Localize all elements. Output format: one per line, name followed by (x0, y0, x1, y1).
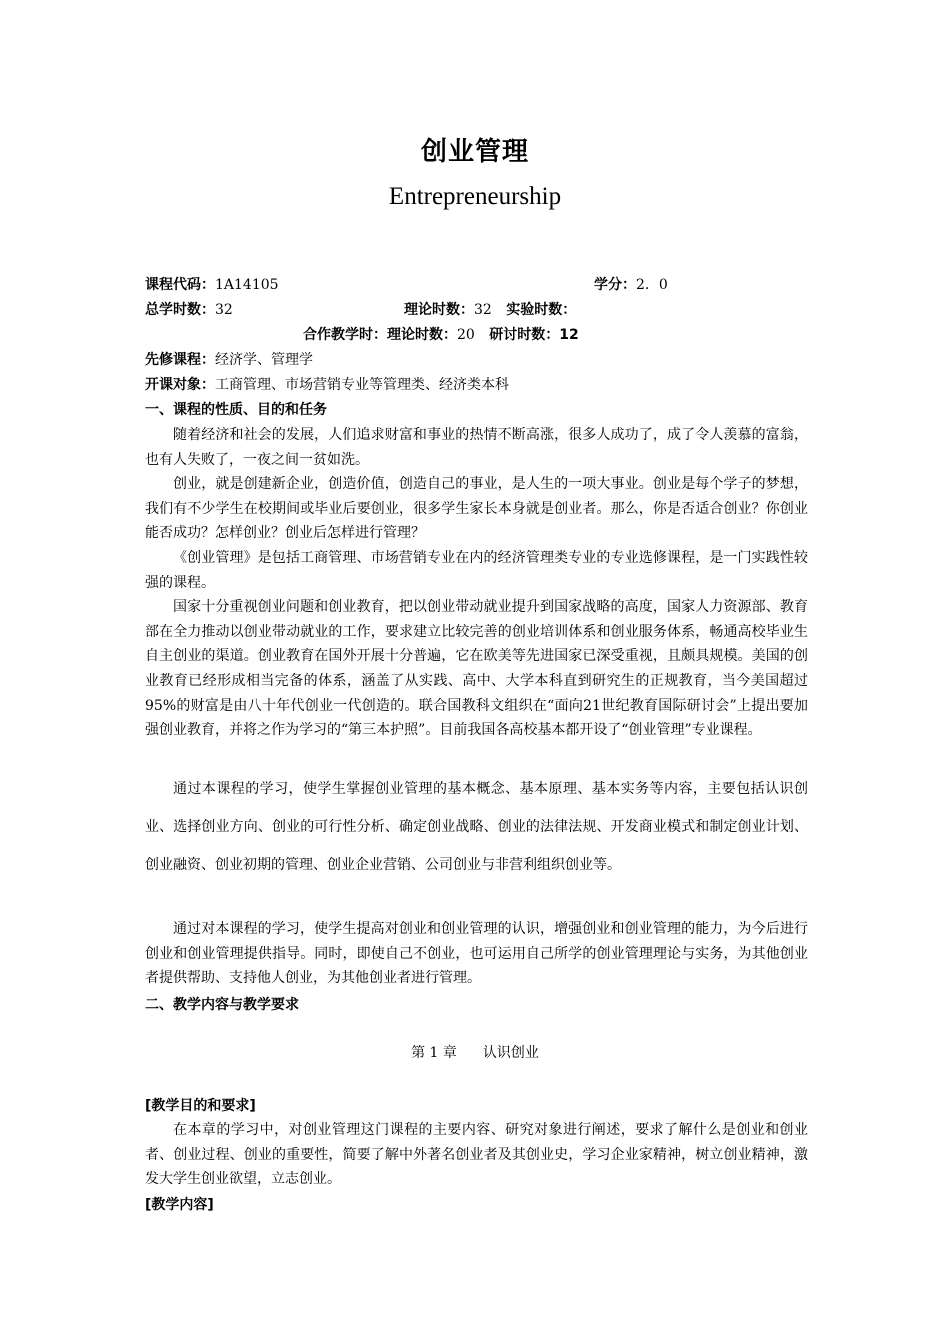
coop-theory-label: 理论时数： (387, 327, 457, 343)
paragraph: 在本章的学习中，对创业管理这门课程的主要内容、研究对象进行阐述，要求了解什么是创业和创业者、创业过程、创业的重要性，简要了解中外著名创业者及其创业史，学习企业家精神，树立创业精神，激发大学生创业欲望，立志创业。 (145, 1122, 808, 1188)
paragraph: 通过对本课程的学习，使学生提高对创业和创业管理的认识，增强创业和创业管理的能力，为今后进行创业和创业管理提供指导。同时，即使自己不创业，也可运用自己所学的创业管理理论与实务，为其他创业者提供帮助、支持他人创业，为其他创业者进行管理。 (145, 921, 808, 987)
seminar-value: 12 (559, 327, 579, 343)
credit-value: 2．0 (636, 277, 668, 293)
theory-lab-line (404, 298, 576, 323)
prereq-line (145, 348, 313, 373)
course-code-value: 1A14105 (215, 277, 279, 293)
paragraph: 国家十分重视创业问题和创业教育，把以创业带动就业提升到国家战略的高度，国家人力资源部、教育部在全力推动以创业带动就业的工作，要求建立比较完善的创业培训体系和创业服务体系，畅通高校毕业生自主创业的渠道。创业教育在国外开展十分普遍，它在欧美等先进国家已深受重视，且颇具规模。美国的创业教育已经形成相当完备的体系，涵盖了从实践、高中、大学本科直到研究生的正规教育，当今美国超过95%的财富是由八十年代创业一代创造的。联合国教科文组织在“面向21世纪教育国际研讨会”上提出要加强创业教育，并将之作为学习的“第三本护照”。目前我国各高校基本都开设了“创业管理”专业课程。 (145, 599, 808, 739)
course-code-line (145, 273, 279, 298)
goals-heading: [教学目的和要求] (145, 1098, 256, 1114)
section-2-heading: 二、教学内容与教学要求 (145, 997, 299, 1013)
paragraph: 随着经济和社会的发展，人们追求财富和事业的热情不断高涨，很多人成功了，成了令人羡慕的富翁，也有人失败了，一夜之间一贫如洗。 (145, 427, 808, 468)
prereq-value: 经济学、管理学 (215, 352, 313, 368)
chapter-number: 第 1 章 (411, 1045, 457, 1061)
total-hours-label: 总学时数： (145, 302, 215, 318)
coop-teaching-line (303, 323, 579, 348)
content-heading: [教学内容] (145, 1197, 214, 1213)
section-1-wide-block (145, 770, 808, 884)
coop-label: 合作教学时： (303, 327, 387, 343)
audience-label: 开课对象： (145, 377, 215, 393)
credit-line (594, 273, 668, 298)
paragraph: 创业，就是创建新企业，创造价值，创造自己的事业，是人生的一项大事业。创业是每个学子的梦想，我们有不少学生在校期间或毕业后要创业，很多学生家长本身就是创业者。那么，你是否适合创业？你创业能否成功？怎样创业？创业后怎样进行管理？ (145, 476, 808, 542)
theory-hours-label: 理论时数： (404, 302, 474, 318)
seminar-label: 研讨时数： (489, 327, 560, 343)
document-title: 创业管理 (420, 137, 529, 167)
coop-theory-value: 20 (457, 327, 475, 343)
lab-hours-label: 实验时数： (506, 302, 577, 318)
section-1-last-block (145, 917, 808, 991)
course-code-label: 课程代码： (145, 277, 215, 293)
credit-label: 学分： (594, 277, 636, 293)
goals-body (145, 1118, 808, 1192)
chapter-title: 认识创业 (482, 1045, 539, 1061)
total-hours-line (145, 298, 233, 323)
section-1-body (145, 423, 808, 743)
theory-hours-value: 32 (474, 302, 492, 318)
total-hours-value: 32 (215, 302, 233, 318)
section-1-heading: 一、课程的性质、目的和任务 (145, 402, 327, 418)
document-subtitle: Entrepreneurship (388, 183, 562, 210)
audience-value: 工商管理、市场营销专业等管理类、经济类本科 (215, 377, 509, 393)
chapter-heading (0, 1041, 950, 1066)
paragraph: 通过本课程的学习，使学生掌握创业管理的基本概念、基本原理、基本实务等内容，主要包括认识创业、选择创业方向、创业的可行性分析、确定创业战略、创业的法律法规、开发商业模式和制定创业计划、创业融资、创业初期的管理、创业企业营销、公司创业与非营利组织创业等。 (145, 781, 808, 873)
audience-line (145, 373, 509, 398)
paragraph: 《创业管理》是包括工商管理、市场营销专业在内的经济管理类专业的专业选修课程，是一门实践性较强的课程。 (145, 549, 808, 591)
prereq-label: 先修课程： (145, 352, 215, 368)
